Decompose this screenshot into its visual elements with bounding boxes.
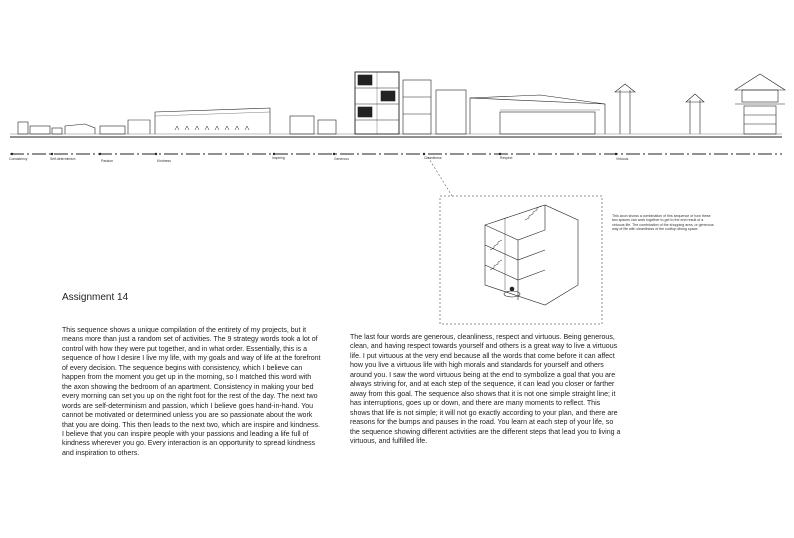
- assignment-title: Assignment 14: [62, 292, 129, 303]
- axon-drawing: [440, 196, 602, 324]
- label-consistency: Consistency: [9, 157, 28, 161]
- label-generous: Generous: [334, 157, 349, 161]
- label-virtuous: Virtuous: [616, 157, 629, 161]
- sequence-timeline: [10, 153, 782, 196]
- elevation-strip: [10, 72, 785, 137]
- paragraph-left: This sequence shows a unique compilation of the entirety of my projects, but it means more than just a random set of activities. The 9 strategy words took a lot of control with how they were put together, and in what order. Essentially, this is a sequence of how I desire I live my life, with my goals and way of life at the forefront of every decision. The sequence begins with consistency, which I believe can happen from the moment you get up in the morning, so I matched this word with the axon showing the bedroom of an apartment. Consistency in making your bed every morning can set you up on the right foot for the rest of the day. The next two words are self-determinism and passion, which I believe goes hand-in-hand. You cannot be motivated or determined unless you are so passionate about the work that you are doing. This then leads to the next two, which are inspire and kindness. I believe that you can inspire people with your passions and leading a life full of kindness wherever you go. Every interaction is an opportunity to spread kindness and inspiration to others.: [62, 327, 321, 457]
- label-passion: Passion: [101, 159, 114, 163]
- label-self-determinism: Self-determinism: [50, 157, 76, 161]
- label-respect: Respect: [500, 156, 513, 160]
- label-kindness: Kindness: [157, 159, 171, 163]
- paragraph-right: The last four words are generous, cleanliness, respect and virtuous. Being generous, clean, and having respect towards yourself and others is a great way to live a virtuous life. I put virtuous at the very end because all the words that come before it can affect how you live a virtuous life with high morals and standards for yourself and others around you. I saw the word virtuous being at the end to symbolize a goal that you are always striving for, and at each step of the sequence, it can lead you closer or farther away from this goal. The sequence also shows that it is not one simple straight line; it has interruptions, goes up or down, and there are many moments to reflect. This shows that life is not simple; it will not go exactly according to your plan, and there are reasons for the bumps and pauses in the road. You learn at each step of your life, so the sequence showing different activities are the different steps that lead you to living a virtuous, and fulfilled life.: [350, 334, 621, 445]
- label-inspiring: Inspiring: [272, 156, 285, 160]
- label-cleanliness: Cleanliness: [424, 156, 442, 160]
- axon-caption: This axon shows a combination of this sequence of how these two spaces can work together to get to the end result of a virtuous life. The combination of the shopping area, or generous way of life with cleanliness of the rooftop dining space.: [612, 214, 714, 232]
